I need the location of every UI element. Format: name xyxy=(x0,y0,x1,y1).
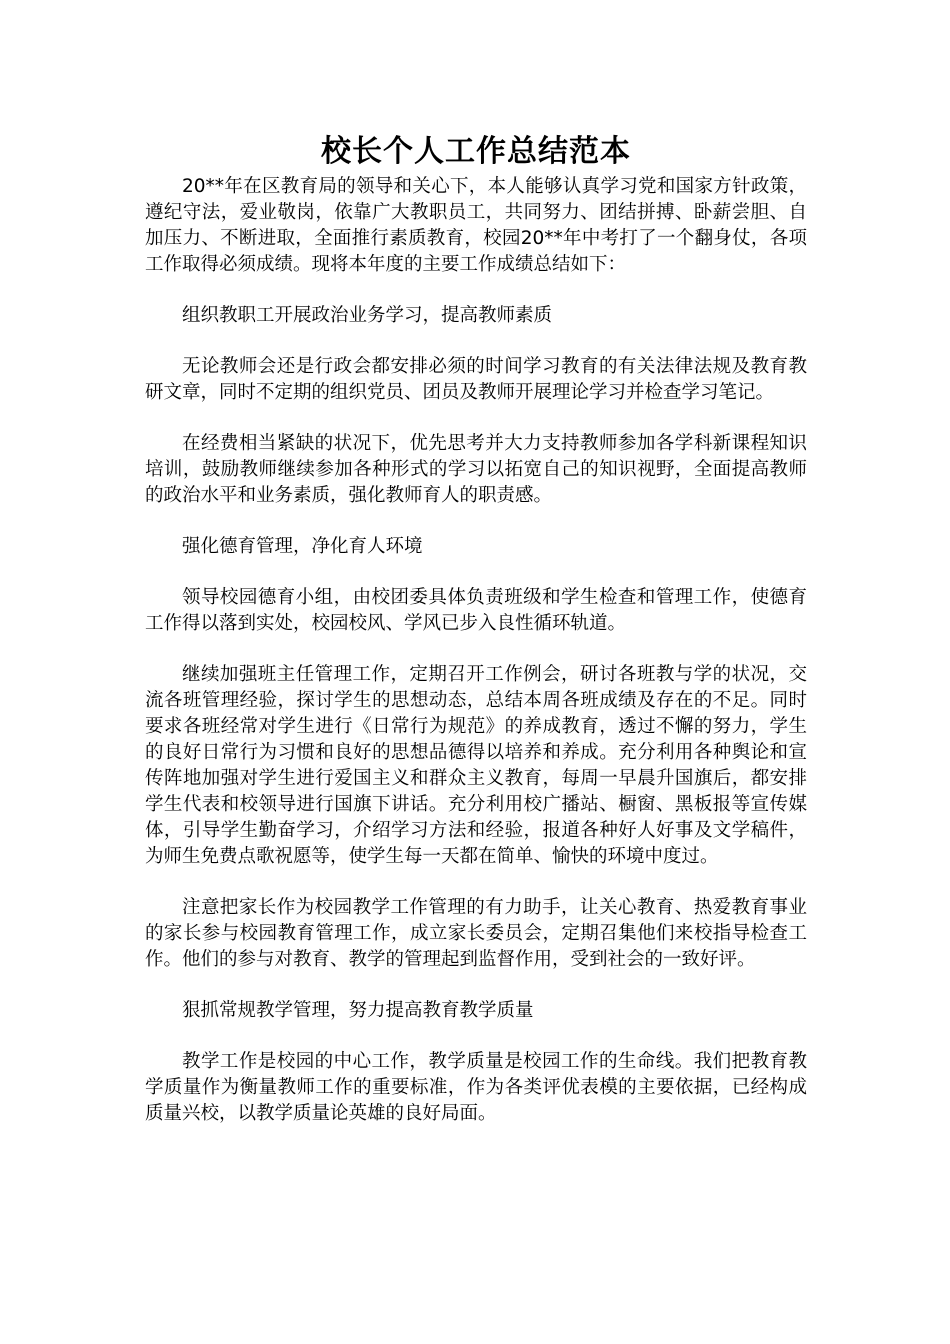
paragraph: 领导校园德育小组，由校团委具体负责班级和学生检查和管理工作，使德育工作得以落到实处，校园校风、学风已步入良性循环轨道。 xyxy=(145,587,807,634)
paragraph: 在经费相当紧缺的状况下，优先思考并大力支持教师参加各学科新课程知识培训，鼓励教师继续参加各种形式的学习以拓宽自己的知识视野，全面提高教师的政治水平和业务素质，强化教师育人的职责感。 xyxy=(145,433,807,506)
section-heading-1: 组织教职工开展政治业务学习，提高教师素质 xyxy=(182,305,553,326)
paragraph: 继续加强班主任管理工作，定期召开工作例会，研讨各班教与学的状况，交流各班管理经验，探讨学生的思想动态，总结本周各班成绩及存在的不足。同时要求各班经常对学生进行《日常行为规范》的养成教育，透过不懈的努力，学生的良好日常行为习惯和良好的思想品德得以培养和养成。充分利用各种舆论和宣传阵地加强对学生进行爱国主义和群众主义教育，每周一早晨升国旗后，都安排学生代表和校领导进行国旗下讲话。充分利用校广播站、橱窗、黑板报等宣传媒体，引导学生勤奋学习，介绍学习方法和经验，报道各种好人好事及文学稿件，为师生免费点歌祝愿等，使学生每一天都在简单、愉快的环境中度过。 xyxy=(145,664,807,867)
document-page xyxy=(145,130,807,1152)
paragraph: 注意把家长作为校园教学工作管理的有力助手，让关心教育、热爱教育事业的家长参与校园教育管理工作，成立家长委员会，定期召集他们来校指导检查工作。他们的参与对教育、教学的管理起到监督作用，受到社会的一致好评。 xyxy=(145,897,807,970)
paragraph: 无论教师会还是行政会都安排必须的时间学习教育的有关法律法规及教育教研文章，同时不定期的组织党员、团员及教师开展理论学习并检查学习笔记。 xyxy=(145,356,807,403)
section-heading-2: 强化德育管理，净化育人环境 xyxy=(182,536,423,557)
document-title: 校长个人工作总结范本 xyxy=(321,134,631,169)
paragraph: 教学工作是校园的中心工作，教学质量是校园工作的生命线。我们把教育教学质量作为衡量教师工作的重要标准，作为各类评优表模的主要依据，已经构成质量兴校，以教学质量论英雄的良好局面。 xyxy=(145,1051,807,1124)
section-heading-3: 狠抓常规教学管理，努力提高教育教学质量 xyxy=(182,1000,534,1021)
paragraph-intro: 20**年在区教育局的领导和关心下，本人能够认真学习党和国家方针政策，遵纪守法，爱业敬岗，依靠广大教职员工，共同努力、团结拼搏、卧薪尝胆、自加压力、不断进取，全面推行素质教育，校园20**年中考打了一个翻身仗，各项工作取得必须成绩。现将本年度的主要工作成绩总结如下： xyxy=(145,176,807,275)
